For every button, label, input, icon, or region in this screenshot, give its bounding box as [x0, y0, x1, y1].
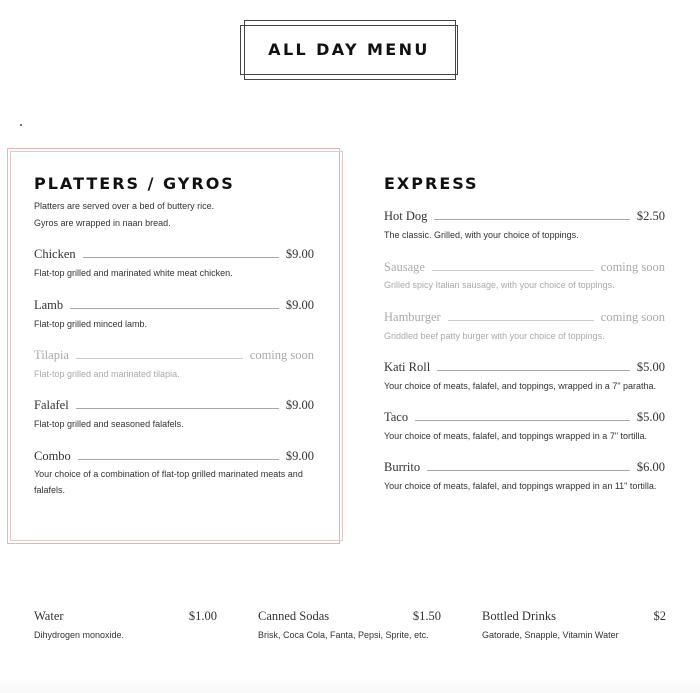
item-name: Falafel [34, 398, 69, 412]
item-price: coming soon [249, 348, 314, 362]
leader-line [70, 308, 279, 309]
beverage-description: Dihydrogen monoxide. [34, 630, 125, 640]
leader-line [76, 358, 243, 359]
gyros-note: Gyros are wrapped in naan bread. [34, 218, 171, 228]
beverage-description: Gatorade, Snapple, Vitamin Water [482, 630, 619, 640]
menu-item-taco [384, 409, 665, 425]
item-description: Your choice of a combination of flat-top grilled marinated meats and [34, 469, 303, 479]
item-price: $9.00 [285, 247, 314, 261]
menu-item-combo [34, 448, 314, 464]
menu-item-burrito [384, 459, 665, 475]
beverage-name: Canned Sodas [258, 609, 330, 623]
beverage-bottled-drinks [482, 608, 666, 624]
item-name: Kati Roll [384, 360, 431, 374]
leader-line [415, 420, 630, 421]
item-price: coming soon [600, 260, 665, 274]
menu-item-kati-roll [384, 359, 665, 375]
item-description: The classic. Grilled, with your choice of toppings. [384, 230, 579, 240]
item-price: $9.00 [285, 449, 314, 463]
item-description: Flat-top grilled and seasoned falafels. [34, 419, 184, 429]
item-name: Lamb [34, 298, 64, 312]
leader-line [432, 270, 594, 271]
leader-line [427, 470, 630, 471]
bottom-fade [0, 680, 700, 693]
menu-item-hamburger [384, 309, 665, 325]
menu-item-falafel [34, 397, 314, 413]
leader-line [434, 219, 629, 220]
beverage-price: $1.00 [188, 609, 217, 623]
item-description: Your choice of meats, falafel, and toppings, wrapped in a 7" paratha. [384, 381, 657, 391]
menu-item-chicken [34, 246, 314, 262]
item-description: Your choice of meats, falafel, and toppings wrapped in a 7" tortilla. [384, 431, 648, 441]
menu-item-tilapia [34, 347, 314, 363]
platters-section-title: PLATTERS / GYROS [34, 174, 235, 193]
item-name: Chicken [34, 247, 76, 261]
item-description: Your choice of meats, falafel, and toppings wrapped in an 11" tortilla. [384, 481, 657, 491]
item-price: $2.50 [636, 209, 665, 223]
express-section-title: EXPRESS [384, 174, 479, 193]
leader-line [76, 408, 279, 409]
item-description: falafels. [34, 485, 66, 495]
beverage-price: $2 [653, 609, 666, 623]
item-name: Taco [384, 410, 409, 424]
item-name: Hamburger [384, 310, 441, 324]
item-description: Flat-top grilled minced lamb. [34, 319, 148, 329]
menu-item-hot-dog [384, 208, 665, 224]
leader-line [448, 320, 594, 321]
leader-line [83, 257, 279, 258]
menu-title-frame [240, 20, 458, 80]
item-description: Flat-top grilled and marinated white meat chicken. [34, 268, 233, 278]
leader-line [437, 370, 630, 371]
page-title: ALL DAY MENU [268, 40, 430, 59]
menu-item-lamb [34, 297, 314, 313]
beverage-price: $1.50 [412, 609, 441, 623]
item-name: Sausage [384, 260, 425, 274]
item-price: $5.00 [636, 360, 665, 374]
item-price: $9.00 [285, 298, 314, 312]
beverage-water [34, 608, 217, 624]
item-description: Grilled spicy Italian sausage, with your choice of toppings. [384, 280, 615, 290]
item-price: $9.00 [285, 398, 314, 412]
decorative-mark [20, 124, 22, 126]
beverage-canned-sodas [258, 608, 441, 624]
item-price: coming soon [600, 310, 665, 324]
item-name: Hot Dog [384, 209, 428, 223]
item-description: Flat-top grilled and marinated tilapia. [34, 369, 180, 379]
menu-item-sausage [384, 259, 665, 275]
beverage-name: Water [34, 609, 64, 623]
leader-line [78, 459, 279, 460]
item-price: $6.00 [636, 460, 665, 474]
item-name: Combo [34, 449, 71, 463]
platters-note: Platters are served over a bed of buttery rice. [34, 201, 215, 211]
item-price: $5.00 [636, 410, 665, 424]
item-description: Griddled beef patty burger with your choice of toppings. [384, 331, 605, 341]
item-name: Burrito [384, 460, 421, 474]
beverage-name: Bottled Drinks [482, 609, 556, 623]
item-name: Tilapia [34, 348, 69, 362]
beverage-description: Brisk, Coca Cola, Fanta, Pepsi, Sprite, etc. [258, 630, 429, 640]
